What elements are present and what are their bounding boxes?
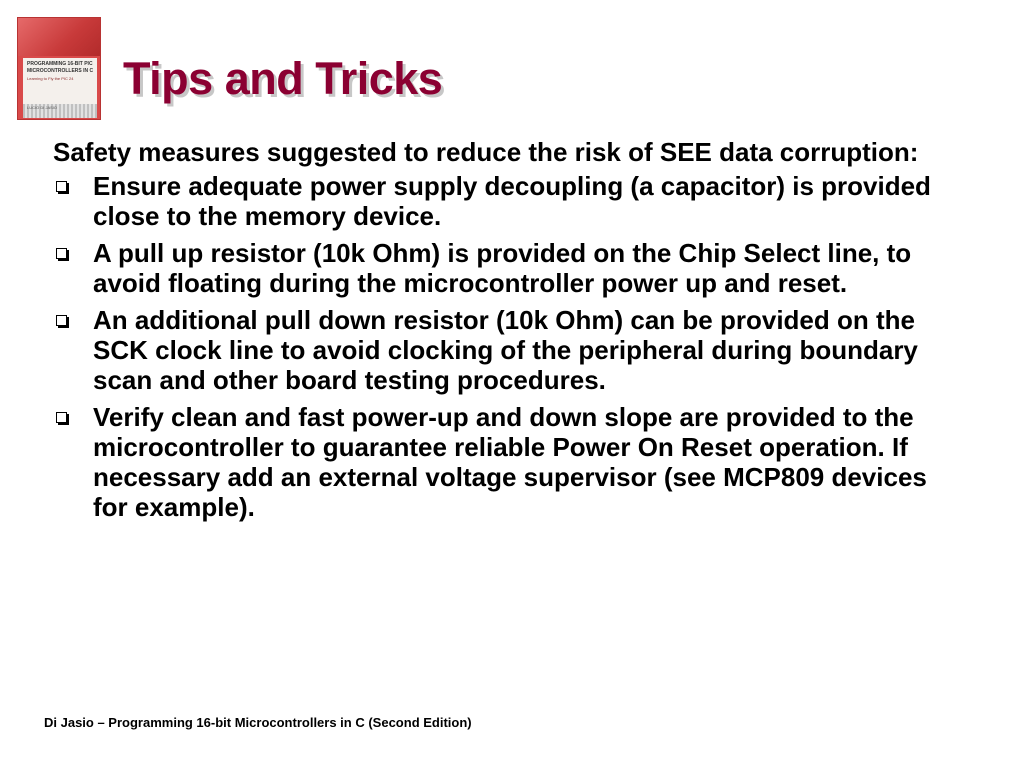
square-bullet-icon [56,181,67,192]
bullet-item [53,305,953,395]
square-bullet-icon [56,248,67,259]
bullet-list [53,171,953,522]
slide-title: Tips and Tricks [123,53,443,104]
intro-text: Safety measures suggested to reduce the risk of SEE data corruption: [53,137,919,167]
cover-title-panel [23,58,97,116]
bullet-text: Verify clean and fast power-up and down slope are provided to the microcontroller to guarantee reliable Power On Reset operation. If necessary add an external voltage supervisor (see MCP809 devices for example). [93,402,927,522]
cover-subtitle: Learning to Fly the PIC 24 [27,76,74,81]
slide-footer: Di Jasio – Programming 16-bit Microcontrollers in C (Second Edition) [44,715,472,730]
bullet-text: An additional pull down resistor (10k Ohm) can be provided on the SCK clock line to avoid clocking of the peripheral during boundary scan and other board testing procedures. [93,305,918,395]
bullet-item [53,238,953,298]
slide-content [53,137,953,529]
cover-title-line2: MICROCONTROLLERS IN C [27,68,94,74]
bullet-text: A pull up resistor (10k Ohm) is provided on the Chip Select line, to avoid floating during the microcontroller power up and reset. [93,238,912,298]
cover-header-graphic [18,18,100,56]
book-cover-image [17,17,101,120]
cover-publisher: LUCIO DI JASIO [27,105,58,110]
cover-title-line1: PROGRAMMING 16-BIT PIC [27,61,93,67]
bullet-item [53,402,953,522]
bullet-text: Ensure adequate power supply decoupling (a capacitor) is provided close to the memory device. [93,171,931,231]
square-bullet-icon [56,315,67,326]
bullet-item [53,171,953,231]
square-bullet-icon [56,412,67,423]
